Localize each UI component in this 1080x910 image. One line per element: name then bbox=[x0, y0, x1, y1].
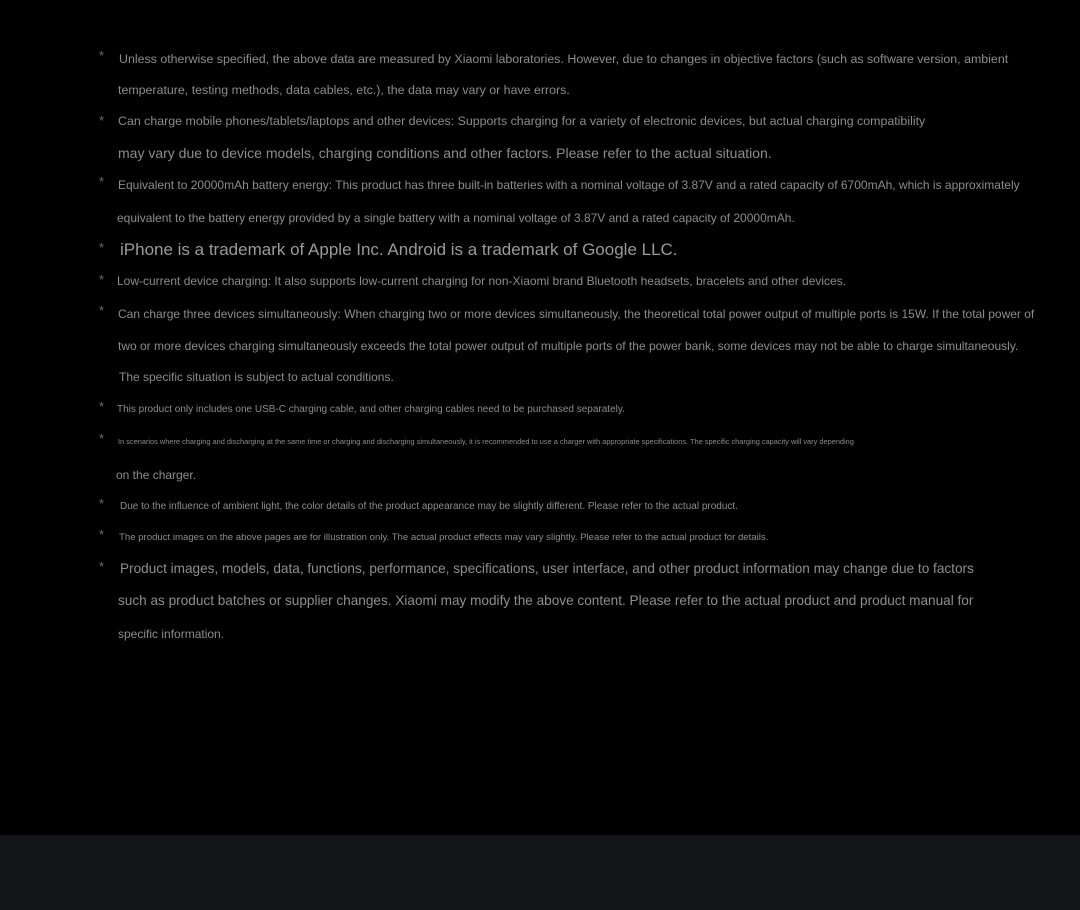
footnote-text: Can charge mobile phones/tablets/laptops and other devices: Supports charging for a variety of electronic devices, but actual charging compatibility bbox=[118, 114, 926, 128]
footnote-text: Unless otherwise specified, the above data are measured by Xiaomi laboratories. However, due to changes in objective factors (such as software version, ambient bbox=[119, 52, 1009, 66]
asterisk-icon: * bbox=[99, 431, 105, 446]
asterisk-icon: * bbox=[99, 559, 105, 574]
asterisk-icon: * bbox=[99, 272, 105, 287]
footnote-text: temperature, testing methods, data cables, etc.), the data may vary or have errors. bbox=[118, 83, 570, 97]
footnote-text: two or more devices charging simultaneously exceeds the total power output of multiple ports of the power bank, some devices may not be able to charge simultaneously. bbox=[118, 339, 1019, 353]
asterisk-icon: * bbox=[99, 240, 105, 255]
footnote-text: Due to the influence of ambient light, the color details of the product appearance may be slightly different. Please refer to the actual product. bbox=[120, 501, 738, 512]
footnote-text: Equivalent to 20000mAh battery energy: This product has three built-in batteries with a nominal voltage of 3.87V and a rated capacity of 6700mAh, which is approximately bbox=[118, 178, 1020, 192]
footnote-text: on the charger. bbox=[116, 468, 197, 482]
footnote-text: such as product batches or supplier changes. Xiaomi may modify the above content. Please refer to the actual product and product manual for bbox=[118, 593, 974, 608]
footnote-text: The specific situation is subject to actual conditions. bbox=[119, 370, 394, 384]
asterisk-icon: * bbox=[99, 527, 105, 542]
asterisk-icon: * bbox=[99, 496, 105, 511]
asterisk-icon: * bbox=[99, 303, 105, 318]
asterisk-icon: * bbox=[99, 174, 105, 189]
asterisk-icon: * bbox=[99, 113, 105, 128]
footnote-text: The product images on the above pages are for illustration only. The actual product effects may vary slightly. Please refer to the actual product for details. bbox=[119, 532, 769, 543]
asterisk-icon: * bbox=[99, 48, 105, 63]
footnote-text: equivalent to the battery energy provided by a single battery with a nominal voltage of 3.87V and a rated capacity of 20000mAh. bbox=[117, 211, 795, 225]
footnote-text: specific information. bbox=[118, 627, 225, 641]
footnote-text: Product images, models, data, functions, performance, specifications, user interface, and other product information may change due to factors bbox=[120, 561, 974, 576]
asterisk-icon: * bbox=[99, 399, 105, 414]
footnote-text: may vary due to device models, charging conditions and other factors. Please refer to the actual situation. bbox=[118, 145, 772, 161]
footnote-text: Low-current device charging: It also supports low-current charging for non-Xiaomi brand Bluetooth headsets, bracelets and other devices. bbox=[117, 274, 847, 288]
footer-band bbox=[0, 835, 1080, 910]
footnote-text: In scenarios where charging and discharging at the same time or charging and discharging simultaneously, it is recommended to use a charger with appropriate specifications. The specific charging capacity will vary depending bbox=[118, 437, 854, 446]
footnote-text: This product only includes one USB-C charging cable, and other charging cables need to be purchased separately. bbox=[117, 404, 625, 415]
footnote-text: iPhone is a trademark of Apple Inc. Android is a trademark of Google LLC. bbox=[120, 240, 678, 259]
footnote-text: Can charge three devices simultaneously: When charging two or more devices simultaneously, the theoretical total power output of multiple ports is 15W. If the total power of bbox=[118, 307, 1035, 321]
